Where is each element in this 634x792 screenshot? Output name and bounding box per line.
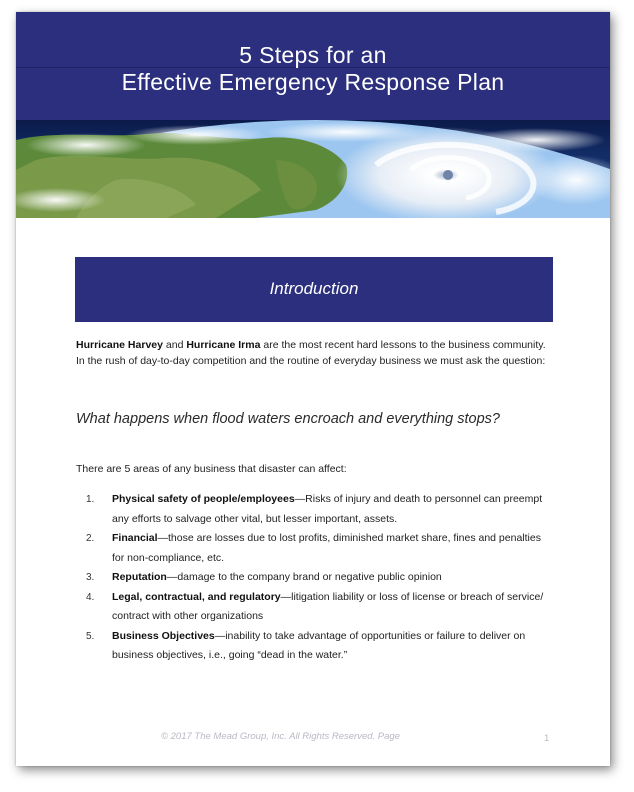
title-header	[16, 12, 610, 120]
list-item-number: 3.	[86, 572, 95, 583]
list-item-text: —damage to the company brand or negative public opinion	[166, 571, 442, 583]
list-item-title: Financial	[112, 532, 158, 544]
list-item-text: —litigation liability or loss of license or breach of service/ contract with other organizations	[112, 590, 544, 622]
document-page	[16, 12, 610, 766]
introduction-heading: Introduction	[269, 279, 359, 298]
paragraph-connector: and	[162, 339, 187, 351]
list-item-number: 2.	[86, 533, 95, 544]
list-item	[86, 490, 556, 529]
list-item-title: Legal, contractual, and regulatory	[112, 590, 281, 603]
list-item-number: 4.	[86, 591, 95, 603]
hurricane-irma-text: Hurricane Irma	[186, 339, 261, 351]
list-item	[86, 588, 556, 627]
list-item-text: —inability to take advantage of opportunities or failure to deliver on business objectives, i.e., going “dead in the water.”	[112, 629, 526, 661]
list-item-number: 1.	[86, 494, 95, 505]
introduction-heading-box	[75, 257, 553, 322]
list-item-text: —those are losses due to lost profits, diminished market share, fines and penalties for non-compliance, etc.	[112, 532, 541, 564]
page-number: 1	[544, 733, 550, 744]
hurricane-harvey-text: Hurricane Harvey	[76, 339, 163, 351]
title-line-2: Effective Emergency Response Plan	[121, 69, 505, 95]
list-lead-text: There are 5 areas of any business that disaster can affect:	[76, 463, 347, 475]
list-item-text: —Risks of injury and death to personnel can preempt any efforts to salvage other vital, but lesser important, assets.	[112, 493, 543, 525]
list-item	[86, 627, 556, 666]
list-item-number: 5.	[86, 630, 95, 642]
key-question: What happens when flood waters encroach and everything stops?	[76, 411, 500, 427]
list-item-title: Reputation	[112, 571, 167, 583]
list-item-title: Physical safety of people/employees	[112, 493, 295, 505]
paragraph-rest: are the most recent hard lessons to the business community. In the rush of day-to-day competition and the routine of everyday business we must ask the question:	[76, 339, 546, 367]
earth-hurricane-image	[16, 120, 610, 218]
intro-paragraph	[76, 338, 556, 369]
list-item	[86, 529, 556, 568]
list-item	[86, 568, 556, 588]
list-item-title: Business Objectives	[112, 629, 215, 642]
footer-copyright: © 2017 The Mead Group, Inc. All Rights Reserved. Page	[161, 731, 400, 742]
title-line-1: 5 Steps for an	[239, 42, 387, 68]
impact-areas-list	[86, 490, 556, 666]
